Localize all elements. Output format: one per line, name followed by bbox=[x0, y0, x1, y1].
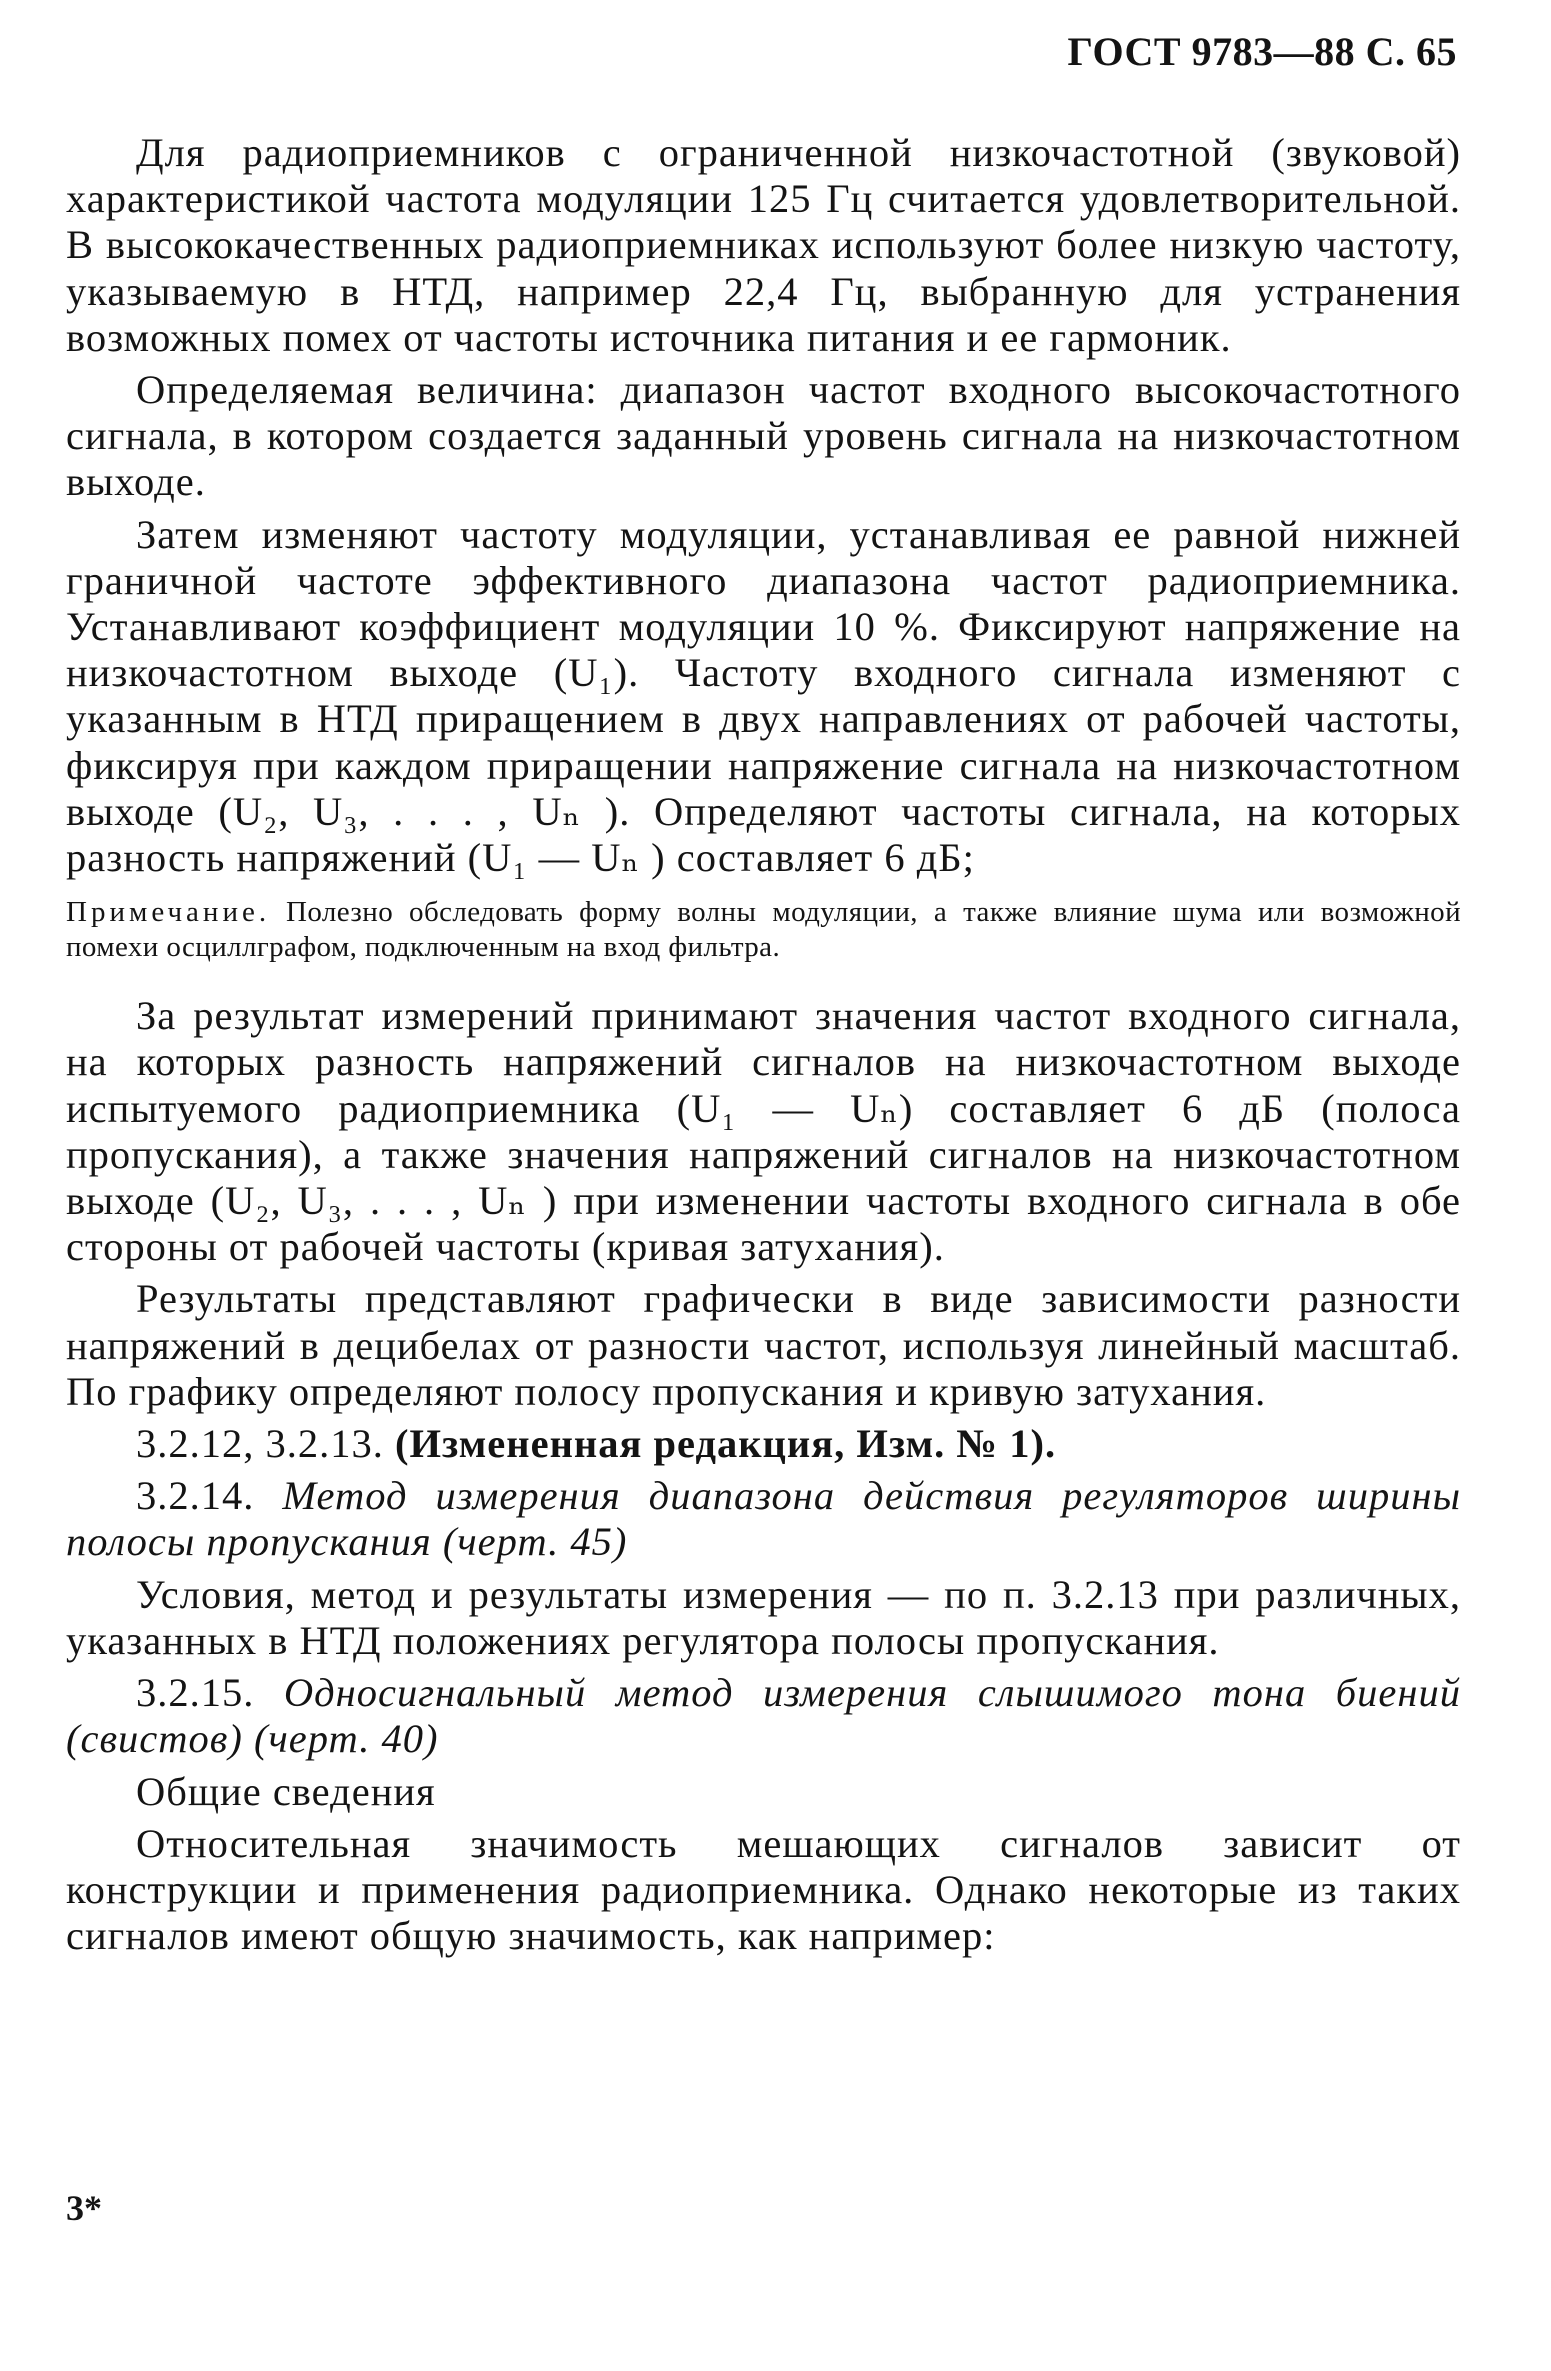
note-label: Примечание. bbox=[66, 896, 271, 929]
amendment-text: (Измененная редакция, Изм. № 1). bbox=[395, 1421, 1057, 1467]
paragraph-graphical-results: Результаты представляют графически в виде зависимости разности напряжений в децибелах от разности частот, используя линейный масштаб. По графику определяют полосу пропускания и кривую затухания. bbox=[66, 1276, 1461, 1414]
subheading-general-info: Общие сведения bbox=[136, 1768, 436, 1814]
clause-3-2-14-heading bbox=[66, 1473, 1461, 1565]
clause-3-2-15-number: 3.2.15. bbox=[136, 1670, 284, 1716]
paragraph-conditions: Условия, метод и результаты измерения — по п. 3.2.13 при различных, указанных в НТД положениях регулятора полосы пропускания. bbox=[66, 1571, 1461, 1663]
running-header: ГОСТ 9783—88 С. 65 bbox=[1067, 29, 1457, 74]
paragraph-measured-quantity: Определяемая величина: диапазон частот входного высокочастотного сигнала, в котором создается заданный уровень сигнала на низкочастотном выходе. bbox=[66, 367, 1461, 505]
document-body bbox=[66, 130, 1461, 1959]
clause-3-2-15-title: Односигнальный метод измерения слышимого тона биений (свистов) (черт. 40) bbox=[66, 1670, 1461, 1762]
clause-3-2-15-heading bbox=[66, 1670, 1461, 1762]
note-text: Полезно обследовать форму волны модуляции, а также влияние шума или возможной помехи осциллграфом, подключенным на вход фильтра. bbox=[66, 896, 1461, 964]
amendment-clauses: 3.2.12, 3.2.13. bbox=[136, 1421, 395, 1467]
paragraph-procedure: Затем изменяют частоту модуляции, устанавливая ее равной нижней граничной частоте эффективного диапазона частот радиоприемника. Устанавливают коэффициент модуляции 10 %. Фиксируют напряжение на низкочастотном выходе (U₁). Частоту входного сигнала изменяют с указанным в НТД приращением в двух направлениях от рабочей частоты, фиксируя при каждом приращении напряжение сигнала на низкочастотном выходе (U₂, U₃, . . . , Uₙ ). Определяют частоты сигнала, на которых разность напряжений (U₁ — Uₙ ) составляет 6 дБ; bbox=[66, 511, 1461, 881]
note-block bbox=[66, 895, 1461, 965]
paragraph-measurement-result: За результат измерений принимают значения частот входного сигнала, на которых разность напряжений сигналов на низкочастотном выходе испытуемого радиоприемника (U₁ — Uₙ) составляет 6 дБ (полоса пропускания), а также значения напряжений сигналов на низкочастотном выходе (U₂, U₃, . . . , Uₙ ) при изменении частоты входного сигнала в обе стороны от рабочей частоты (кривая затухания). bbox=[66, 993, 1461, 1270]
clause-3-2-14-title: Метод измерения диапазона действия регуляторов ширины полосы пропускания (черт. 45) bbox=[66, 1473, 1461, 1565]
paragraph-interference-significance: Относительная значимость мешающих сигналов зависит от конструкции и применения радиоприемника. Однако некоторые из таких сигналов имеют общую значимость, как например: bbox=[66, 1820, 1461, 1959]
paragraph-modulation-frequency: Для радиоприемников с ограниченной низкочастотной (звуковой) характеристикой частота модуляции 125 Гц считается удовлетворительной. В высококачественных радиоприемниках используют более низкую частоту, указываемую в НТД, например 22,4 Гц, выбранную для устранения возможных помех от частоты источника питания и ее гармоник. bbox=[66, 130, 1461, 360]
clause-3-2-14-number: 3.2.14. bbox=[136, 1473, 283, 1519]
paragraph-amendment-note bbox=[66, 1421, 1461, 1467]
page-signature-mark: 3* bbox=[66, 2188, 102, 2228]
